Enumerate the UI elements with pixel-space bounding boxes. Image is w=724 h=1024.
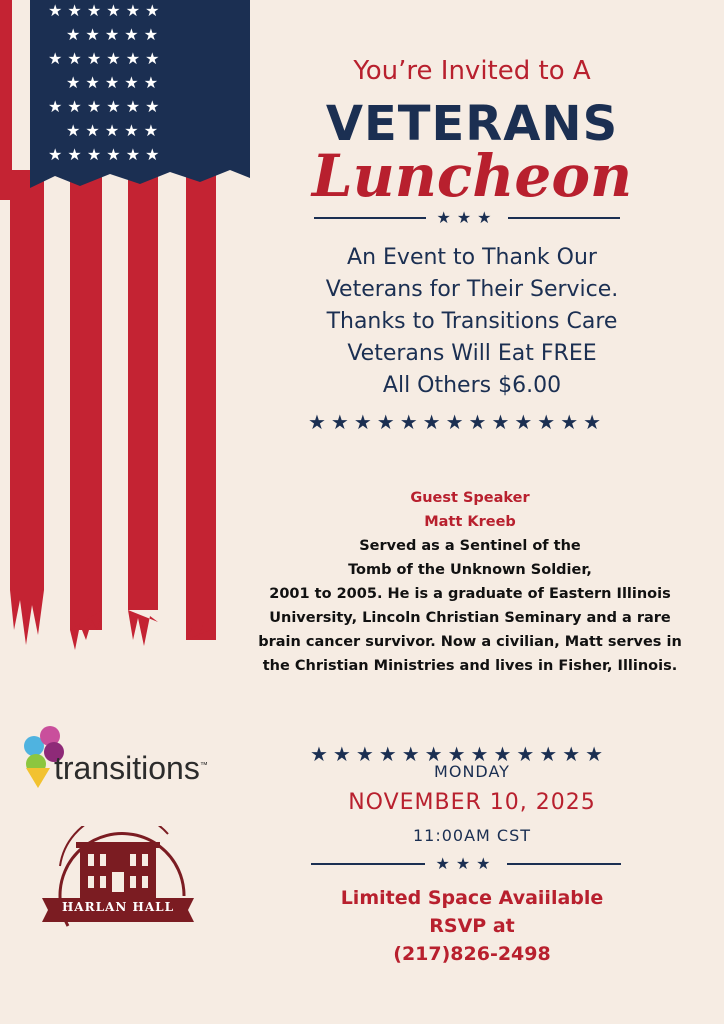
script-title: Luncheon (311, 142, 633, 210)
rsvp-label: RSVP at (429, 915, 515, 937)
harlan-hall-logo (38, 826, 198, 942)
speaker-bio-line: University, Lincoln Christian Seminary and a rare (269, 610, 671, 626)
rsvp-availability: Limited Space Avaiilable (340, 887, 604, 909)
event-line: Veterans for Their Service. (325, 277, 619, 302)
svg-text:★ ★ ★ ★ ★ ★: ★ ★ ★ ★ ★ ★ (48, 97, 160, 116)
speaker-bio-line: 2001 to 2005. He is a graduate of Eastern Illinois (269, 586, 671, 602)
rsvp-phone: (217)826-2498 (393, 943, 551, 965)
event-description (300, 242, 644, 402)
event-date: NOVEMBER 10, 2025 (348, 790, 596, 815)
svg-text:★ ★ ★ ★ ★ ★: ★ ★ ★ ★ ★ ★ (48, 49, 160, 68)
svg-text:★ ★ ★ ★ ★ ★: ★ ★ ★ ★ ★ ★ (48, 1, 160, 20)
speaker-bio-line: brain cancer survivor. Now a civilian, Matt serves in (258, 634, 682, 650)
speaker-bio-line: the Christian Ministries and lives in Fisher, Illinois. (262, 658, 678, 674)
harlan-hall-building-icon (38, 826, 198, 942)
svg-text:★ ★ ★ ★ ★ ★: ★ ★ ★ ★ ★ ★ (48, 145, 160, 164)
event-line: An Event to Thank Our (347, 245, 597, 270)
speaker-bio-line: Tomb of the Unknown Soldier, (348, 562, 592, 578)
rsvp-section (300, 884, 644, 968)
svg-text:★ ★ ★ ★ ★: ★ ★ ★ ★ ★ (66, 121, 159, 140)
svg-text:★ ★ ★ ★ ★: ★ ★ ★ ★ ★ (66, 25, 159, 44)
invitation-text: You’re Invited to A (353, 56, 591, 86)
event-line: Veterans Will Eat FREE (347, 341, 597, 366)
schedule-divider (304, 854, 628, 873)
event-time: 11:00AM CST (412, 826, 532, 845)
speaker-bio-line: Served as a Sentinel of the (359, 538, 581, 554)
speaker-label: Guest Speaker (410, 490, 530, 506)
harlan-hall-wordmark: HARLAN HALL (61, 900, 175, 914)
divider-stars-icon: ★★★ (435, 854, 497, 873)
event-line: Thanks to Transitions Care (326, 309, 618, 334)
transitions-wordmark: transitions™ (54, 750, 208, 786)
event-line: All Others $6.00 (382, 373, 562, 398)
svg-text:★ ★ ★ ★ ★: ★ ★ ★ ★ ★ (66, 73, 159, 92)
speaker-name: Matt Kreeb (424, 514, 516, 530)
speaker-section (240, 486, 700, 678)
star-row-icon: ★★★★★★★★★★★★★ (308, 410, 607, 434)
transitions-logo (20, 722, 230, 802)
divider-stars-icon: ★★★ (436, 208, 498, 227)
title-divider (308, 208, 626, 227)
event-day: MONDAY (434, 762, 510, 781)
page-title: VETERANS (325, 96, 619, 152)
star-row-icon: ★★★★★★★★★★★★★ (310, 742, 609, 766)
american-flag-image (0, 0, 250, 650)
